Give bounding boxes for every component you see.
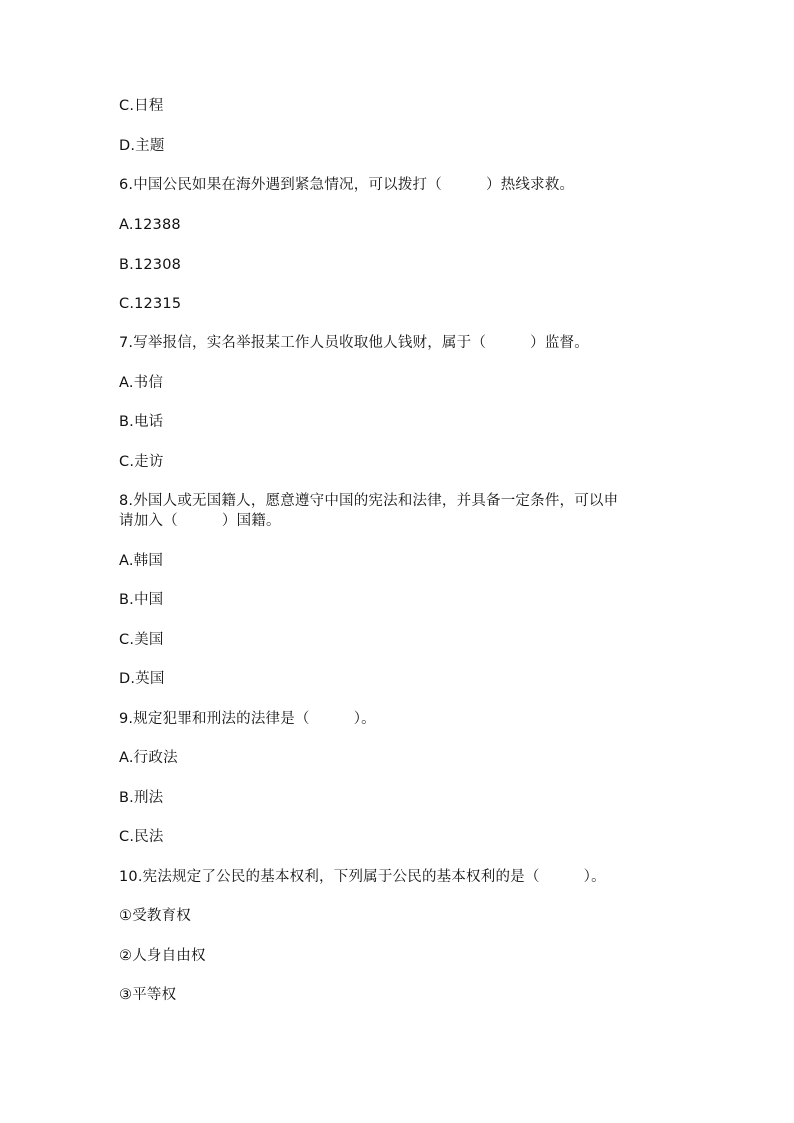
option-c-q5: C.日程 <box>119 98 164 114</box>
option-c-q7: C.走访 <box>119 454 164 470</box>
choice-2-q10: ②人身自由权 <box>119 948 206 964</box>
question-8-line-1: 8.外国人或无国籍人，愿意遵守中国的宪法和法律，并具备一定条件，可以申 <box>119 493 619 509</box>
choice-1-q10: ①受教育权 <box>119 908 191 924</box>
question-10: 10.宪法规定了公民的基本权利，下列属于公民的基本权利的是（ ）。 <box>119 869 606 885</box>
option-b-q7: B.电话 <box>119 414 164 430</box>
question-8-line-2: 请加入（ ）国籍。 <box>119 513 281 529</box>
option-d-q8: D.英国 <box>119 671 165 687</box>
option-a-q9: A.行政法 <box>119 750 178 766</box>
question-8 <box>119 491 679 531</box>
question-6: 6.中国公民如果在海外遇到紧急情况，可以拨打（ ）热线求救。 <box>119 177 575 193</box>
option-c-q6: C.12315 <box>119 296 182 312</box>
option-d-q5: D.主题 <box>119 138 165 154</box>
option-a-q8: A.韩国 <box>119 553 164 569</box>
option-a-q7: A.书信 <box>119 375 164 391</box>
question-9: 9.规定犯罪和刑法的法律是（ ）。 <box>119 711 376 727</box>
question-7: 7.写举报信，实名举报某工作人员收取他人钱财，属于（ ）监督。 <box>119 335 589 351</box>
option-a-q6: A.12388 <box>119 217 181 233</box>
option-b-q9: B.刑法 <box>119 790 164 806</box>
option-c-q8: C.美国 <box>119 632 164 648</box>
choice-3-q10: ③平等权 <box>119 987 177 1003</box>
option-b-q8: B.中国 <box>119 592 164 608</box>
option-b-q6: B.12308 <box>119 257 182 273</box>
option-c-q9: C.民法 <box>119 829 164 845</box>
